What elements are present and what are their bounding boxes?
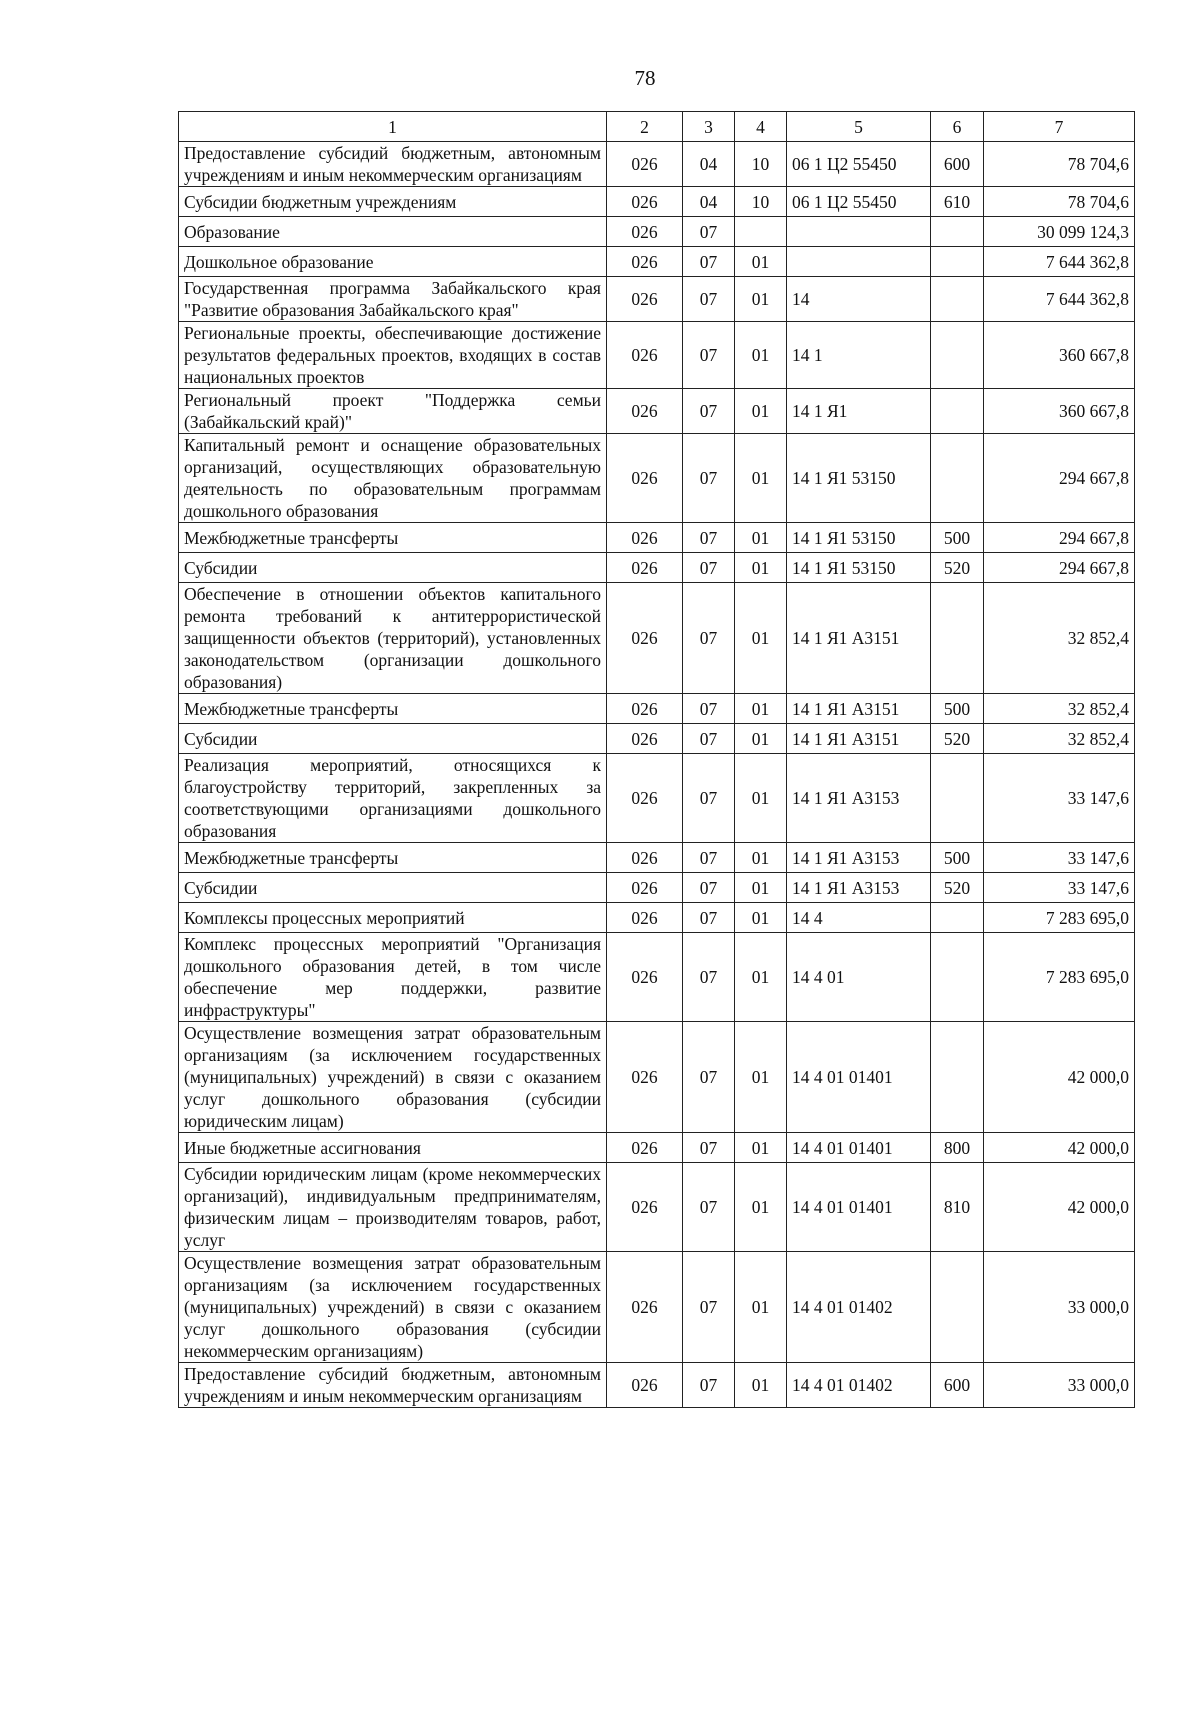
target-article-code: 14: [787, 277, 931, 322]
amount: 7 644 362,8: [984, 277, 1135, 322]
table-row: [179, 873, 1135, 903]
target-article-code: 14 1 Я1 53150: [787, 553, 931, 583]
expense-type-code: [931, 1252, 984, 1363]
amount: 33 147,6: [984, 843, 1135, 873]
subsection-code: 01: [735, 523, 787, 553]
subsection-code: 01: [735, 1133, 787, 1163]
amount: 33 147,6: [984, 873, 1135, 903]
subsection-code: 01: [735, 903, 787, 933]
row-name: Предоставление субсидий бюджетным, автономным учреждениям и иным некоммерческим организациям: [179, 142, 607, 187]
row-name: Комплексы процессных мероприятий: [179, 903, 607, 933]
amount: 78 704,6: [984, 187, 1135, 217]
section-code: 07: [683, 247, 735, 277]
section-code: 04: [683, 142, 735, 187]
expense-type-code: [931, 1022, 984, 1133]
row-name: Субсидии юридическим лицам (кроме некоммерческих организаций), индивидуальным предпринимателям, физическим лицам – производителям товаров, работ, услуг: [179, 1163, 607, 1252]
expense-type-code: 600: [931, 1363, 984, 1408]
target-article-code: 06 1 Ц2 55450: [787, 187, 931, 217]
section-code: 07: [683, 873, 735, 903]
subsection-code: 01: [735, 553, 787, 583]
target-article-code: 14 4 01 01402: [787, 1363, 931, 1408]
row-name: Осуществление возмещения затрат образовательным организациям (за исключением государственных (муниципальных) учреждений) в связи с оказанием услуг дошкольного образования (субсидии некоммерческим организациям): [179, 1252, 607, 1363]
expense-type-code: 520: [931, 724, 984, 754]
table-header-row: [179, 112, 1135, 142]
expense-type-code: [931, 247, 984, 277]
admin-code: 026: [607, 217, 683, 247]
section-code: 07: [683, 843, 735, 873]
amount: 42 000,0: [984, 1022, 1135, 1133]
section-code: 07: [683, 694, 735, 724]
expense-type-code: 520: [931, 553, 984, 583]
subsection-code: [735, 217, 787, 247]
section-code: 07: [683, 277, 735, 322]
amount: 7 283 695,0: [984, 903, 1135, 933]
admin-code: 026: [607, 322, 683, 389]
row-name: Субсидии бюджетным учреждениям: [179, 187, 607, 217]
admin-code: 026: [607, 247, 683, 277]
row-name: Региональные проекты, обеспечивающие достижение результатов федеральных проектов, входящих в состав национальных проектов: [179, 322, 607, 389]
admin-code: 026: [607, 142, 683, 187]
subsection-code: 01: [735, 873, 787, 903]
expense-type-code: 810: [931, 1163, 984, 1252]
amount: 33 000,0: [984, 1363, 1135, 1408]
section-code: 07: [683, 933, 735, 1022]
amount: 33 147,6: [984, 754, 1135, 843]
expense-type-code: [931, 217, 984, 247]
subsection-code: 01: [735, 434, 787, 523]
subsection-code: 01: [735, 322, 787, 389]
target-article-code: 14 4 01: [787, 933, 931, 1022]
target-article-code: 14 4 01 01401: [787, 1022, 931, 1133]
target-article-code: 14 1 Я1 А3151: [787, 724, 931, 754]
target-article-code: 14 4 01 01401: [787, 1163, 931, 1252]
row-name: Иные бюджетные ассигнования: [179, 1133, 607, 1163]
expense-type-code: 500: [931, 523, 984, 553]
subsection-code: 10: [735, 142, 787, 187]
target-article-code: [787, 217, 931, 247]
expense-type-code: [931, 434, 984, 523]
amount: 42 000,0: [984, 1163, 1135, 1252]
section-code: 07: [683, 434, 735, 523]
subsection-code: 01: [735, 1252, 787, 1363]
target-article-code: 14 1 Я1 53150: [787, 434, 931, 523]
section-code: 07: [683, 1363, 735, 1408]
section-code: 04: [683, 187, 735, 217]
amount: 7 283 695,0: [984, 933, 1135, 1022]
header-col-6: 6: [931, 112, 984, 142]
admin-code: 026: [607, 873, 683, 903]
header-col-4: 4: [735, 112, 787, 142]
amount: 32 852,4: [984, 694, 1135, 724]
row-name: Субсидии: [179, 873, 607, 903]
header-col-5: 5: [787, 112, 931, 142]
expense-type-code: 520: [931, 873, 984, 903]
expense-type-code: 800: [931, 1133, 984, 1163]
section-code: 07: [683, 523, 735, 553]
table-row: [179, 389, 1135, 434]
row-name: Межбюджетные трансферты: [179, 523, 607, 553]
subsection-code: 01: [735, 389, 787, 434]
amount: 32 852,4: [984, 583, 1135, 694]
budget-table: [178, 111, 1135, 1408]
subsection-code: 01: [735, 724, 787, 754]
expense-type-code: [931, 322, 984, 389]
subsection-code: 01: [735, 277, 787, 322]
table-row: [179, 754, 1135, 843]
amount: 294 667,8: [984, 553, 1135, 583]
target-article-code: 14 1 Я1 53150: [787, 523, 931, 553]
row-name: Дошкольное образование: [179, 247, 607, 277]
header-col-2: 2: [607, 112, 683, 142]
admin-code: 026: [607, 754, 683, 843]
amount: 78 704,6: [984, 142, 1135, 187]
row-name: Обеспечение в отношении объектов капитального ремонта требований к антитеррористической защищенности объектов (территорий), установленных законодательством (организации дошкольного образования): [179, 583, 607, 694]
target-article-code: 14 4: [787, 903, 931, 933]
admin-code: 026: [607, 523, 683, 553]
table-row: [179, 1363, 1135, 1408]
row-name: Реализация мероприятий, относящихся к благоустройству территорий, закрепленных за соответствующими организациями дошкольного образования: [179, 754, 607, 843]
target-article-code: 14 1: [787, 322, 931, 389]
expense-type-code: [931, 933, 984, 1022]
subsection-code: 01: [735, 1163, 787, 1252]
subsection-code: 10: [735, 187, 787, 217]
section-code: 07: [683, 217, 735, 247]
target-article-code: [787, 247, 931, 277]
amount: 360 667,8: [984, 389, 1135, 434]
expense-type-code: 500: [931, 843, 984, 873]
expense-type-code: 600: [931, 142, 984, 187]
admin-code: 026: [607, 843, 683, 873]
amount: 33 000,0: [984, 1252, 1135, 1363]
table-row: [179, 322, 1135, 389]
subsection-code: 01: [735, 933, 787, 1022]
amount: 32 852,4: [984, 724, 1135, 754]
subsection-code: 01: [735, 247, 787, 277]
table-row: [179, 434, 1135, 523]
expense-type-code: [931, 754, 984, 843]
target-article-code: 14 4 01 01402: [787, 1252, 931, 1363]
subsection-code: 01: [735, 694, 787, 724]
admin-code: 026: [607, 277, 683, 322]
table-row: [179, 724, 1135, 754]
table-row: [179, 933, 1135, 1022]
table-row: [179, 142, 1135, 187]
header-col-7: 7: [984, 112, 1135, 142]
expense-type-code: [931, 903, 984, 933]
table-row: [179, 523, 1135, 553]
expense-type-code: 500: [931, 694, 984, 724]
table-body: [179, 142, 1135, 1408]
subsection-code: 01: [735, 843, 787, 873]
table-row: [179, 1133, 1135, 1163]
target-article-code: 14 1 Я1: [787, 389, 931, 434]
amount: 7 644 362,8: [984, 247, 1135, 277]
subsection-code: 01: [735, 1363, 787, 1408]
row-name: Межбюджетные трансферты: [179, 694, 607, 724]
admin-code: 026: [607, 1163, 683, 1252]
table-row: [179, 217, 1135, 247]
target-article-code: 06 1 Ц2 55450: [787, 142, 931, 187]
table-row: [179, 247, 1135, 277]
table-row: [179, 843, 1135, 873]
section-code: 07: [683, 724, 735, 754]
row-name: Региональный проект "Поддержка семьи (Забайкальский край)": [179, 389, 607, 434]
section-code: 07: [683, 1252, 735, 1363]
expense-type-code: [931, 389, 984, 434]
table-row: [179, 187, 1135, 217]
target-article-code: 14 1 Я1 А3153: [787, 843, 931, 873]
expense-type-code: 610: [931, 187, 984, 217]
target-article-code: 14 1 Я1 А3153: [787, 754, 931, 843]
section-code: 07: [683, 1133, 735, 1163]
admin-code: 026: [607, 903, 683, 933]
admin-code: 026: [607, 1363, 683, 1408]
row-name: Капитальный ремонт и оснащение образовательных организаций, осуществляющих образовательную деятельность по образовательным программам дошкольного образования: [179, 434, 607, 523]
table-row: [179, 1252, 1135, 1363]
row-name: Образование: [179, 217, 607, 247]
target-article-code: 14 1 Я1 А3151: [787, 583, 931, 694]
section-code: 07: [683, 583, 735, 694]
amount: 294 667,8: [984, 523, 1135, 553]
section-code: 07: [683, 1022, 735, 1133]
admin-code: 026: [607, 1252, 683, 1363]
expense-type-code: [931, 277, 984, 322]
expense-type-code: [931, 583, 984, 694]
section-code: 07: [683, 754, 735, 843]
admin-code: 026: [607, 583, 683, 694]
row-name: Субсидии: [179, 724, 607, 754]
section-code: 07: [683, 553, 735, 583]
amount: 42 000,0: [984, 1133, 1135, 1163]
admin-code: 026: [607, 434, 683, 523]
admin-code: 026: [607, 553, 683, 583]
amount: 30 099 124,3: [984, 217, 1135, 247]
table-row: [179, 277, 1135, 322]
target-article-code: 14 1 Я1 А3151: [787, 694, 931, 724]
section-code: 07: [683, 903, 735, 933]
table-row: [179, 694, 1135, 724]
admin-code: 026: [607, 1133, 683, 1163]
table-row: [179, 1022, 1135, 1133]
header-col-1: 1: [179, 112, 607, 142]
row-name: Предоставление субсидий бюджетным, автономным учреждениям и иным некоммерческим организациям: [179, 1363, 607, 1408]
table-row: [179, 1163, 1135, 1252]
amount: 360 667,8: [984, 322, 1135, 389]
row-name: Государственная программа Забайкальского края "Развитие образования Забайкальского края": [179, 277, 607, 322]
subsection-code: 01: [735, 583, 787, 694]
subsection-code: 01: [735, 1022, 787, 1133]
admin-code: 026: [607, 933, 683, 1022]
page-number: 78: [634, 66, 656, 90]
subsection-code: 01: [735, 754, 787, 843]
table-row: [179, 583, 1135, 694]
admin-code: 026: [607, 694, 683, 724]
target-article-code: 14 4 01 01401: [787, 1133, 931, 1163]
section-code: 07: [683, 322, 735, 389]
section-code: 07: [683, 389, 735, 434]
table-row: [179, 553, 1135, 583]
row-name: Комплекс процессных мероприятий "Организация дошкольного образования детей, в том числе обеспечение мер поддержки, развитие инфраструктуры": [179, 933, 607, 1022]
admin-code: 026: [607, 389, 683, 434]
target-article-code: 14 1 Я1 А3153: [787, 873, 931, 903]
admin-code: 026: [607, 724, 683, 754]
section-code: 07: [683, 1163, 735, 1252]
table-row: [179, 903, 1135, 933]
header-col-3: 3: [683, 112, 735, 142]
row-name: Межбюджетные трансферты: [179, 843, 607, 873]
admin-code: 026: [607, 1022, 683, 1133]
row-name: Субсидии: [179, 553, 607, 583]
amount: 294 667,8: [984, 434, 1135, 523]
row-name: Осуществление возмещения затрат образовательным организациям (за исключением государственных (муниципальных) учреждений) в связи с оказанием услуг дошкольного образования (субсидии юридическим лицам): [179, 1022, 607, 1133]
admin-code: 026: [607, 187, 683, 217]
